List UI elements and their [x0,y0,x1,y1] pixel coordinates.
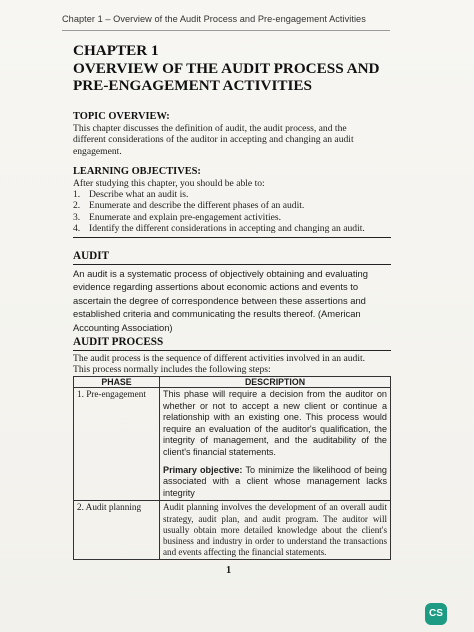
topic-overview-text [73,123,391,157]
list-item [73,189,391,200]
chapter-title-line-1: CHAPTER 1 [73,42,159,59]
list-item [73,200,391,211]
audit-process-heading-divider [73,350,391,351]
table-header-row [74,377,391,388]
list-item [73,212,391,223]
list-item-text: Describe what an audit is. [89,189,189,201]
column-header-phase: PHASE [74,377,160,388]
audit-definition-line: ascertain the degree of correspondence between these assertions and [73,294,366,306]
audit-phases-table [73,376,391,560]
primary-objective-text: To minimize the likelihood of being associated with a client whose management lacks integrity [163,464,387,498]
primary-objective [163,465,387,500]
audit-process-heading: AUDIT PROCESS [73,336,164,348]
description-cell [160,501,391,560]
phase-description: This phase will require a decision from the auditor on whether or not to accept a new client or continue a relationship with an existing one. This process would require an evaluation of the auditor's qualification, the integrity of management, and the auditability of the client's financial statements. [163,389,387,457]
learning-objectives-list [73,178,391,234]
running-header: Chapter 1 – Overview of the Audit Process and Pre-engagement Activities [62,14,366,24]
chapter-title [73,42,393,95]
audit-process-intro-line: The audit process is the sequence of different activities involved in an audit. [73,353,366,364]
audit-definition-line: Accounting Association) [73,321,173,333]
objectives-divider [73,237,391,238]
topic-overview-line: engagement. [73,145,122,157]
list-item-number: 2. [73,200,81,212]
topic-overview-line: different considerations of the auditor in accepting and changing an audit [73,134,354,146]
phase-description: Audit planning involves the development of an overall audit strategy, audit plan, and audit program. The auditor will usually obtain more detailed knowledge about the client's business and industry in order to understand the transactions and events affecting the financial statements. [163,502,387,558]
learning-objectives-lead: After studying this chapter, you should be able to: [73,178,265,189]
phase-cell: 1. Pre-engagement [74,388,160,501]
phase-cell: 2. Audit planning [74,501,160,560]
header-divider [62,30,390,31]
topic-overview-label: TOPIC OVERVIEW: [73,111,170,122]
list-item [73,223,391,234]
table-row [74,501,391,560]
table-row [74,388,391,501]
learning-objectives-label: LEARNING OBJECTIVES: [73,166,201,177]
audit-heading: AUDIT [73,250,110,262]
description-cell [160,388,391,501]
audit-definition [73,267,391,334]
audit-heading-divider [73,264,391,265]
audit-process-intro [73,353,391,375]
column-header-description: DESCRIPTION [160,377,391,388]
primary-objective-label: Primary objective: [163,464,243,475]
list-item-number: 3. [73,211,81,223]
list-item-number: 1. [73,189,81,201]
list-item-number: 4. [73,222,81,234]
audit-process-intro-line: This process normally includes the following steps: [73,364,271,375]
audit-definition-line: established criteria and communicating the results thereof. (American [73,308,361,320]
chapter-title-line-3: PRE-ENGAGEMENT ACTIVITIES [73,77,312,95]
page-number: 1 [226,565,232,576]
camscanner-logo-icon: CS [425,603,447,625]
list-item-text: Identify the different considerations in accepting and changing an audit. [89,222,365,234]
audit-definition-line: evidence regarding assertions about economic actions and events to [73,281,359,293]
topic-overview-line: This chapter discusses the definition of audit, the audit process, and the [73,123,347,134]
audit-definition-line: An audit is a systematic process of objectively obtaining and evaluating [73,268,368,279]
list-item-text: Enumerate and describe the different phases of an audit. [89,200,305,212]
chapter-title-line-2: OVERVIEW OF THE AUDIT PROCESS AND [73,59,380,77]
list-item-text: Enumerate and explain pre-engagement activities. [89,211,282,223]
